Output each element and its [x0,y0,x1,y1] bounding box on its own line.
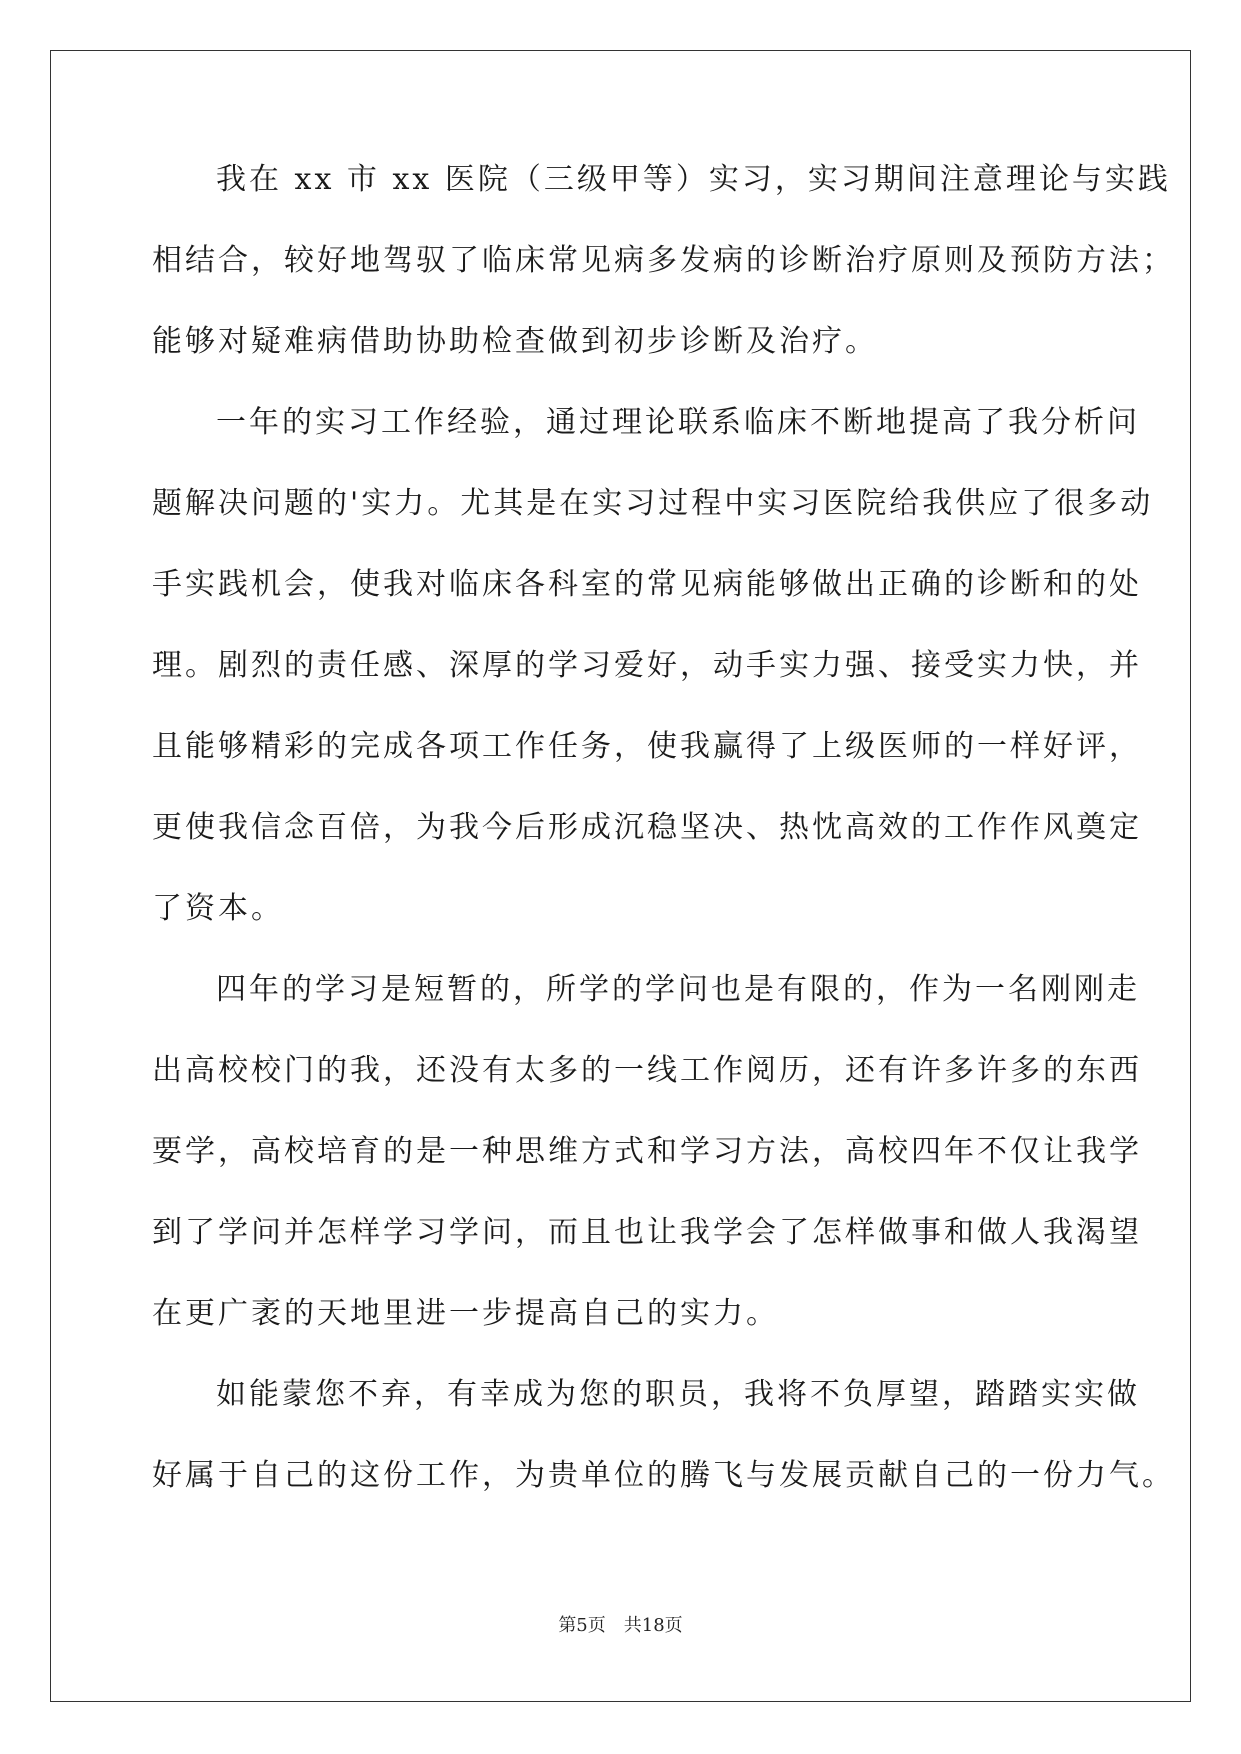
paragraph-line: 我在 xx 市 xx 医院（三级甲等）实习，实习期间注意理论与实践 [216,162,1171,197]
paragraph-line: 出高校校门的我，还没有太多的一线工作阅历，还有许多许多的东西 [152,1053,1142,1088]
paragraph-3 [152,970,1142,1375]
paragraph-line: 在更广袤的天地里进一步提高自己的实力。 [152,1296,779,1331]
paragraph-line: 理。剧烈的责任感、深厚的学习爱好，动手实力强、接受实力快，并 [152,648,1142,683]
paragraph-line: 到了学问并怎样学习学问，而且也让我学会了怎样做事和做人我渴望 [152,1215,1142,1250]
paragraph-line: 如能蒙您不弃，有幸成为您的职员，我将不负厚望，踏踏实实做 [216,1377,1140,1412]
paragraph-line: 好属于自己的这份工作，为贵单位的腾飞与发展贡献自己的一份力气。 [152,1458,1175,1493]
document-body [152,160,1175,1537]
paragraph-line: 相结合，较好地驾驭了临床常见病多发病的诊断治疗原则及预防方法； [152,243,1175,278]
paragraph-4 [152,1375,1175,1537]
page-total: 共18页 [623,1615,683,1636]
page-number: 第5页 [558,1615,606,1636]
paragraph-line: 题解决问题的'实力。尤其是在实习过程中实习医院给我供应了很多动 [152,486,1154,521]
paragraph-line: 手实践机会，使我对临床各科室的常见病能够做出正确的诊断和的处 [152,567,1142,602]
paragraph-line: 要学，高校培育的是一种思维方式和学习方法，高校四年不仅让我学 [152,1134,1142,1169]
page-footer [0,1611,1241,1637]
paragraph-line: 且能够精彩的完成各项工作任务，使我赢得了上级医师的一样好评， [152,729,1142,764]
paragraph-line: 四年的学习是短暂的，所学的学问也是有限的，作为一名刚刚走 [216,972,1140,1007]
paragraph-line: 能够对疑难病借助协助检查做到初步诊断及治疗。 [152,324,878,359]
paragraph-1 [152,160,1175,403]
paragraph-line: 了资本。 [152,891,284,926]
paragraph-line: 更使我信念百倍，为我今后形成沉稳坚决、热忱高效的工作作风奠定 [152,810,1142,845]
paragraph-2 [152,403,1154,970]
paragraph-line: 一年的实习工作经验，通过理论联系临床不断地提高了我分析问 [216,405,1140,440]
